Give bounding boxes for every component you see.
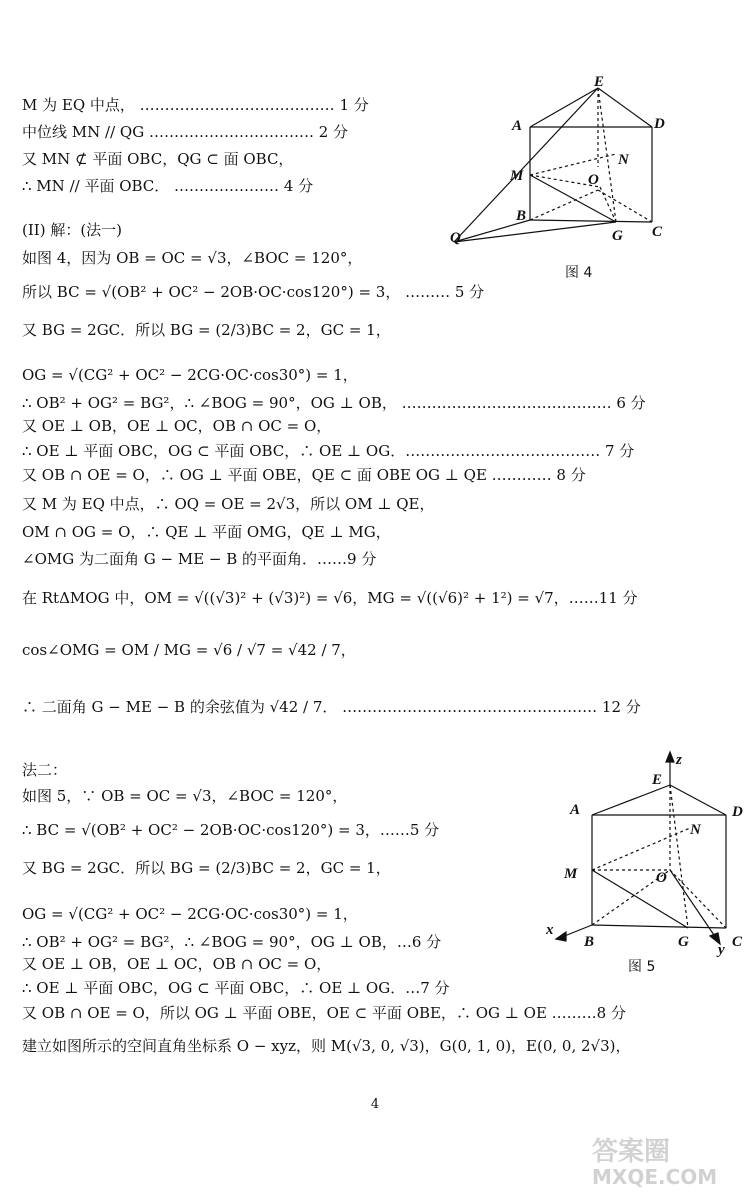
text-line: 建立如图所示的空间直角坐标系 O − xyz，则 M(√3, 0, √3)，G(0, 1, 0)，E(0, 0, 2√3)， [22,1037,631,1055]
figure-4-caption: 图 4 [565,265,593,281]
text-line: 如图 5，∵ OB = OC = √3，∠BOC = 120°， [22,787,348,805]
text-line: OM ∩ OG = O，∴ QE ⊥ 平面 OMG，QE ⊥ MG， [22,523,391,541]
point-label: M [510,168,524,184]
text-line: OG = √(CG² + OC² − 2CG·OC·cos30°) = 1， [22,905,358,923]
text-line: OG = √(CG² + OC² − 2CG·OC·cos30°) = 1， [22,366,358,384]
point-label: O [656,870,667,886]
text-line: 又 OE ⊥ OB，OE ⊥ OC，OB ∩ OC = O， [22,417,332,435]
text-line: ∴ 二面角 G − ME − B 的余弦值为 √42 / 7． …………………………………………… 12 分 [22,698,641,716]
text-line: 又 M 为 EQ 中点，∴ OQ = OE = 2√3，所以 OM ⊥ QE， [22,495,435,513]
text-line: ∴ MN // 平面 OBC． ………………… 4 分 [22,177,314,195]
figure-5 [540,750,750,960]
text-line: 法二： [22,761,68,779]
point-label: E [652,772,663,788]
text-line: 又 OE ⊥ OB，OE ⊥ OC，OB ∩ OC = O， [22,955,332,973]
text-line: ∴ OB² + OG² = BG²，∴ ∠BOG = 90°，OG ⊥ OB， …………………………………… 6 分 [22,394,646,412]
point-label: C [652,224,663,240]
text-line: 又 OB ∩ OE = O，∴ OG ⊥ 平面 OBE，QE ⊂ 面 OBE OG ⊥ QE ………… 8 分 [22,466,586,484]
point-label: M [564,866,578,882]
figure-4 [440,72,700,282]
point-label: C [732,934,743,950]
point-label: A [570,802,581,818]
axis-label: z [676,752,682,768]
point-label: G [678,934,689,950]
text-line: cos∠OMG = OM / MG = √6 / √7 = √42 / 7， [22,641,356,659]
text-line: (II) 解：(法一) [22,221,123,239]
text-line: 所以 BC = √(OB² + OC² − 2OB·OC·cos120°) = 3， ……… 5 分 [22,283,485,301]
text-line: ∴ OE ⊥ 平面 OBC，OG ⊂ 平面 OBC，∴ OE ⊥ OG．………………………………… 7 分 [22,442,635,460]
text-line: M 为 EQ 中点， ………………………………… 1 分 [22,96,369,114]
text-line: 又 MN ⊄ 平面 OBC，QG ⊂ 面 OBC， [22,150,294,168]
point-label: B [516,208,527,224]
text-line: 又 BG = 2GC．所以 BG = (2/3)BC = 2，GC = 1， [22,859,391,877]
text-line: 在 RtΔMOG 中，OM = √((√3)² + (√3)²) = √6，MG = √((√6)² + 1²) = √7，……11 分 [22,589,638,607]
point-label: E [594,74,605,90]
point-label: B [584,934,595,950]
text-line: ∴ BC = √(OB² + OC² − 2OB·OC·cos120°) = 3，……5 分 [22,821,440,839]
logo-text-top: 答案圈 [592,1137,671,1167]
point-label: G [612,228,623,244]
point-label: N [618,152,629,168]
point-label: D [732,804,743,820]
text-line: ∠OMG 为二面角 G − ME − B 的平面角．……9 分 [22,550,377,568]
text-line: 又 OB ∩ OE = O，所以 OG ⊥ 平面 OBE，OE ⊂ 平面 OBE，∴ OG ⊥ OE ………8 分 [22,1004,626,1022]
text-line: 又 BG = 2GC．所以 BG = (2/3)BC = 2，GC = 1， [22,321,391,339]
axis-label: x [546,922,554,938]
figure-5-caption: 图 5 [628,959,656,975]
logo-text-bottom: MXQE.COM [592,1165,718,1189]
point-label: D [654,116,665,132]
point-label: Q [450,230,461,246]
point-label: A [512,118,523,134]
page-number: 4 [370,1097,380,1112]
text-line: ∴ OE ⊥ 平面 OBC，OG ⊂ 平面 OBC，∴ OE ⊥ OG．…7 分 [22,979,450,997]
watermark-logo [588,1130,738,1190]
text-line: 中位线 MN // QG …………………………… 2 分 [22,123,349,141]
point-label: N [690,822,701,838]
point-label: O [588,172,599,188]
axis-label: y [718,942,725,958]
text-line: 如图 4，因为 OB = OC = √3，∠BOC = 120°， [22,249,363,267]
text-line: ∴ OB² + OG² = BG²，∴ ∠BOG = 90°，OG ⊥ OB，…6 分 [22,933,442,951]
